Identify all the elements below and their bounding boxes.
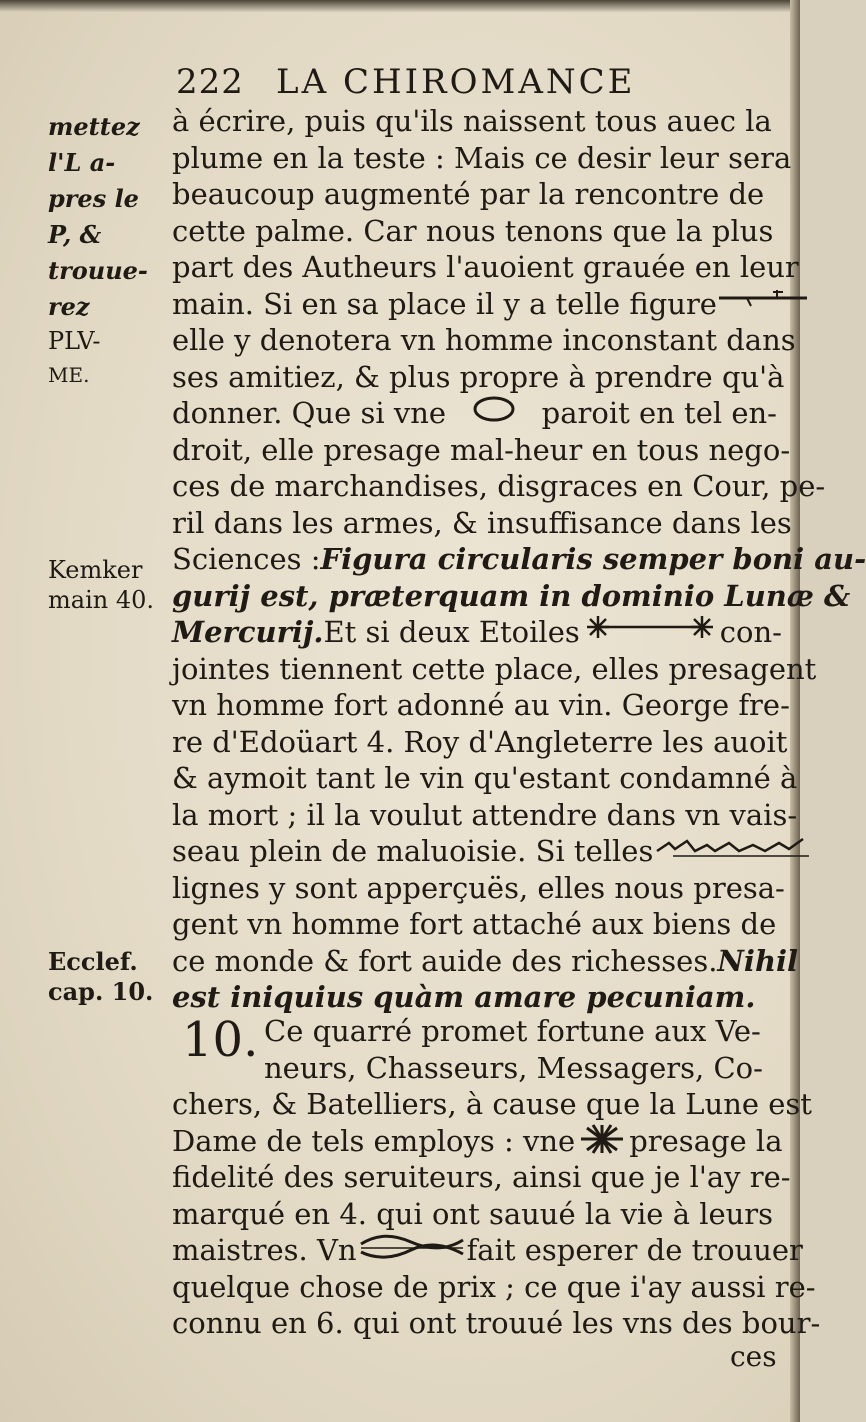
text-line: ce monde & fort auide des richesses. Nihil — [172, 943, 799, 978]
text-line: donner. Que si vne paroit en tel en- — [172, 396, 777, 430]
text-line: gurij est, præterquam in dominio Lunæ & — [172, 578, 851, 613]
text-line: beaucoup augmenté par la rencontre de — [172, 177, 765, 211]
text-line: droit, elle presage mal-heur en tous nego- — [172, 432, 791, 467]
text-line: vn homme fort adonné au vin. George fre- — [172, 688, 790, 722]
line-figure-icon — [717, 286, 809, 308]
running-title: LA CHIROMANCE — [276, 62, 636, 102]
braided-line-figure-icon — [357, 1232, 467, 1262]
text-line: elle y denotera vn homme inconstant dans — [172, 323, 796, 357]
text-line: ces de marchandises, disgraces en Cour, pe- — [172, 469, 826, 503]
page-number: 222 — [176, 62, 244, 102]
star-burst-figure-icon — [575, 1123, 629, 1155]
text-line: seau plein de maluoisie. Si telles — [172, 833, 777, 870]
text-line: plume en la teste : Mais ce desir leur sera — [172, 140, 792, 175]
text-line: neurs, Chasseurs, Messagers, Co- — [264, 1050, 763, 1085]
text-line: gent vn homme fort attaché aux biens de — [172, 907, 777, 941]
wavy-lines-figure-icon — [653, 833, 813, 859]
text-line: à écrire, puis qu'ils naissent tous auec la — [172, 104, 772, 138]
circle-figure-icon — [472, 395, 516, 423]
catchword: ces — [730, 1340, 777, 1373]
text-line: marqué en 4. qui ont sauué la vie à leurs — [172, 1196, 774, 1231]
main-text-block — [172, 103, 866, 1016]
text-line: Ce quarré promet fortune aux Ve- — [264, 1014, 761, 1048]
text-line: quelque chose de prix ; ce que i'ay aussi re- — [172, 1269, 816, 1304]
margin-reference-kemker: Kemker main 40. — [48, 556, 154, 614]
text-line: est iniquius quàm amare pecuniam. — [172, 980, 756, 1014]
text-line: Dame de tels employs : vne presage la — [172, 1123, 783, 1158]
text-line: jointes tiennent cette place, elles presagent — [172, 651, 817, 686]
main-text-block-2 — [172, 1013, 821, 1342]
text-line: ril dans les armes, & insuffisance dans les — [172, 505, 792, 540]
text-line: cette palme. Car nous tenons que la plus — [172, 213, 774, 248]
text-line: & aymoit tant le vin qu'estant condamné à — [172, 761, 798, 795]
text-line: connu en 6. qui ont trouué les vns des bour- — [172, 1306, 821, 1340]
text-line: fidelité des seruiteurs, ainsi que je l'ay re- — [172, 1160, 791, 1194]
page-top-edge — [0, 0, 800, 12]
running-header — [176, 62, 696, 102]
two-stars-figure-icon — [580, 614, 720, 640]
text-line: part des Autheurs l'auoient grauée en leur — [172, 250, 799, 284]
text-line: la mort ; il la voulut attendre dans vn vais- — [172, 797, 798, 832]
text-line: maistres. Vn fait esperer de trouuer — [172, 1233, 803, 1267]
text-line: main. Si en sa place il y a telle figure — [172, 286, 777, 323]
text-line: lignes y sont apperçuës, elles nous presa- — [172, 870, 785, 905]
text-line: Sciences : Figura circularis semper boni au- — [172, 542, 866, 576]
section-numeral: 10. — [182, 1012, 259, 1068]
text-line: re d'Edoüart 4. Roy d'Angleterre les auoit — [172, 724, 788, 759]
text-line: ses amitiez, & plus propre à prendre qu'à — [172, 359, 785, 394]
text-line: Mercurij. Et si deux Etoiles con- — [172, 615, 782, 649]
page-edge-shadow — [790, 0, 800, 1422]
margin-reference-ecclesiastes: Ecclef. cap. 10. — [48, 947, 154, 1006]
text-line: chers, & Batelliers, à cause que la Lune est — [172, 1087, 812, 1121]
margin-erratum-note: mettez l'L a- pres le P, & trouue- rez PLV- ME. — [48, 112, 148, 387]
